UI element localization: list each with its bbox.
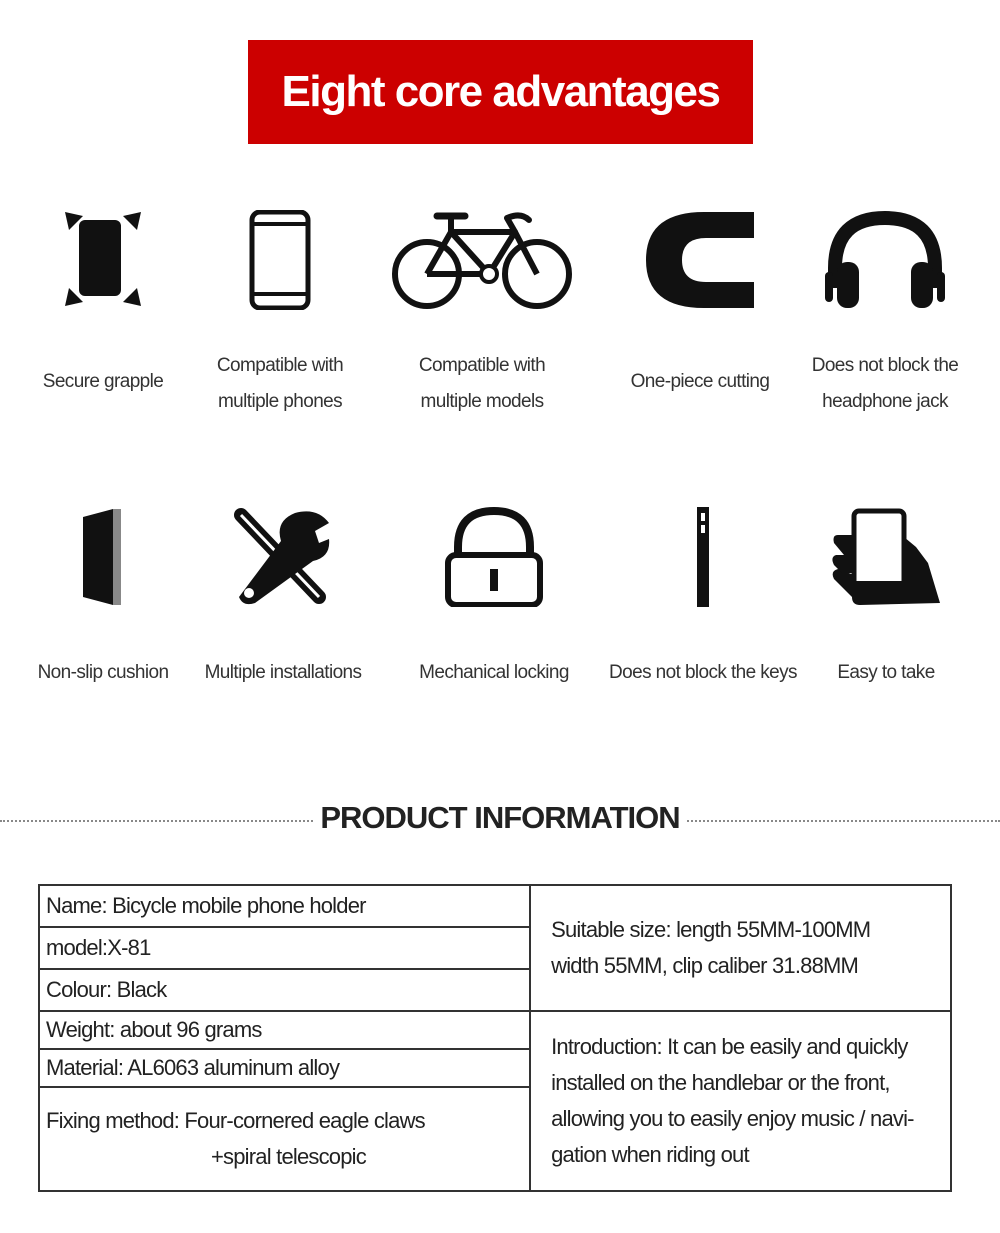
spec-name: Name: Bicycle mobile phone holder [39,885,530,927]
feature-label: Multiple installations [204,662,362,683]
feature-compatible-models [382,210,582,412]
spec-weight: Weight: about 96 grams [39,1011,530,1049]
spec-introduction [530,1011,951,1191]
spec-model: model:X-81 [39,927,530,969]
spec-intro-line1: Introduction: It can be easily and quickly [551,1034,908,1059]
bicycle-icon [389,210,575,310]
feature-compatible-phones [180,210,380,412]
spec-size-line2: width 55MM, clip caliber 31.88MM [551,953,859,978]
spec-size-line1: Suitable size: length 55MM-100MM [551,917,871,942]
tools-icon [233,507,333,607]
phone-icon [249,210,311,310]
spec-intro-line3: allowing you to easily enjoy music / navi- [551,1106,914,1131]
spec-intro-line4: gation when riding out [551,1142,749,1167]
feature-label-line2: multiple models [420,391,544,412]
spec-intro-line2: installed on the handlebar or the front, [551,1070,890,1095]
product-info-heading [0,800,1000,836]
title-banner [248,40,753,144]
spec-size [530,885,951,1011]
feature-one-piece-cutting [600,210,800,392]
banner-title: Eight core advantages [281,67,720,116]
spec-colour: Colour: Black [39,969,530,1011]
secure-grapple-icon [63,210,143,310]
side-keys-icon [696,507,710,607]
cushion-icon [81,507,125,607]
lock-icon [444,507,544,607]
headphones-icon [823,210,947,310]
feature-label-line1: Does not block the [811,355,959,376]
feature-non-slip-cushion [3,507,203,683]
feature-label: Easy to take [837,662,935,683]
feature-label-line1: Compatible with [216,355,344,376]
feature-label: Mechanical locking [419,662,569,683]
hand-phone-icon [830,507,942,607]
feature-label-line2: multiple phones [217,391,343,412]
spec-fixing-line2: +spiral telescopic [211,1144,366,1169]
feature-label: Does not block the keys [609,662,797,683]
feature-label-line1: Compatible with [418,355,546,376]
feature-secure-grapple [3,210,203,392]
feature-headphone-jack [785,210,985,412]
feature-label: One-piece cutting [630,371,770,392]
spec-fixing-method [39,1087,530,1191]
feature-label-line2: headphone jack [822,391,948,412]
feature-label: Non-slip cushion [37,662,169,683]
feature-side-keys [603,507,803,683]
product-info-title: PRODUCT INFORMATION [314,800,685,835]
spec-fixing-line1: Fixing method: Four-cornered eagle claws [46,1108,425,1133]
product-spec-table [38,884,952,1192]
feature-mechanical-locking [394,507,594,683]
feature-multiple-installations [183,507,383,683]
feature-easy-to-take [786,507,986,683]
c-clamp-icon [644,210,756,310]
feature-label: Secure grapple [42,371,164,392]
spec-material: Material: AL6063 aluminum alloy [39,1049,530,1087]
